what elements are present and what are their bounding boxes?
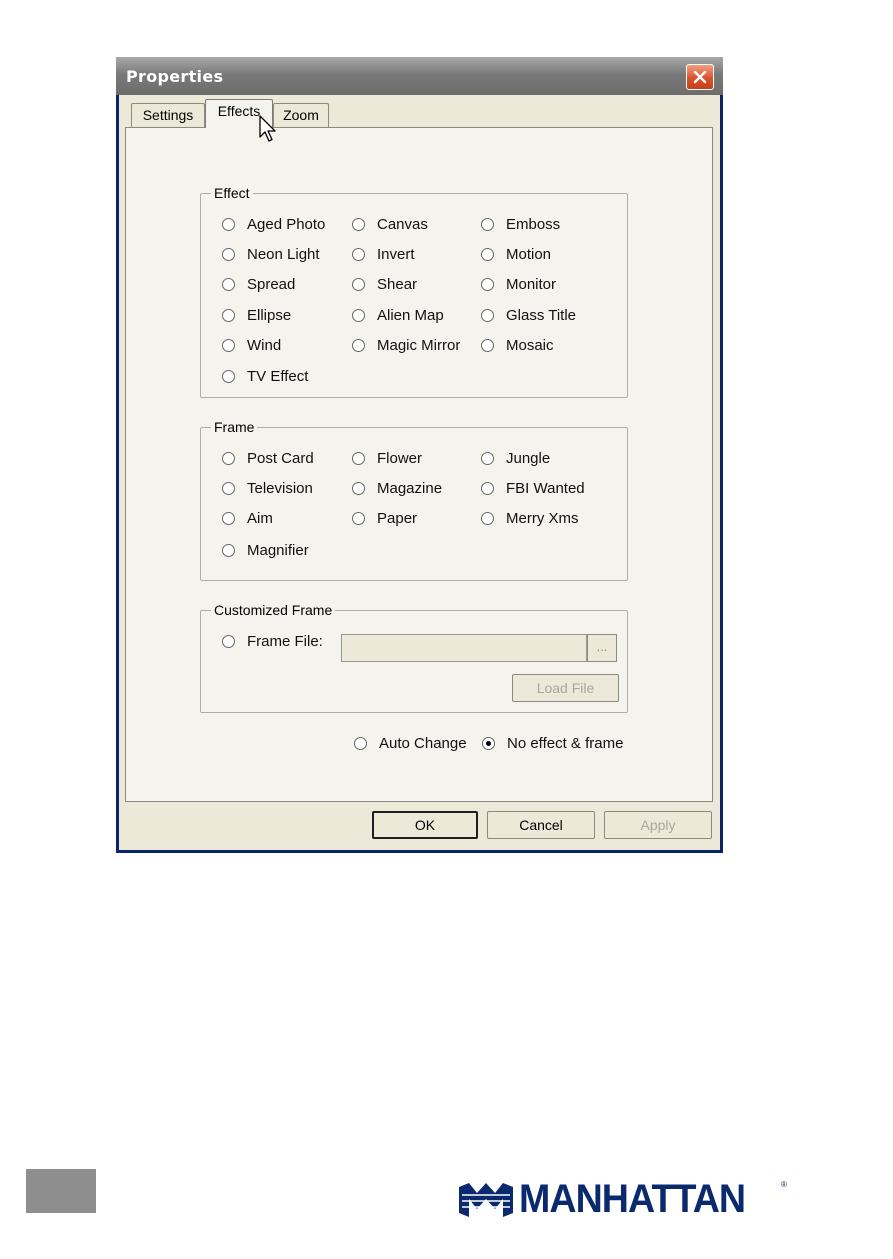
radio-label: No effect & frame (507, 734, 624, 752)
trademark-mark: ® (781, 1180, 787, 1189)
window-title: Properties (126, 67, 224, 86)
radio-glass-title[interactable] (481, 305, 576, 325)
radio-jungle[interactable] (481, 448, 550, 468)
radio-label: Alien Map (377, 306, 444, 324)
radio-button[interactable] (222, 370, 235, 383)
radio-label: Invert (377, 245, 415, 263)
load-file-button[interactable]: Load File (512, 674, 619, 702)
radio-label: Aim (247, 509, 273, 527)
radio-button[interactable] (222, 482, 235, 495)
properties-dialog (116, 57, 723, 853)
radio-aim[interactable] (222, 508, 273, 528)
radio-button[interactable] (222, 278, 235, 291)
radio-button[interactable] (222, 339, 235, 352)
radio-label: Aged Photo (247, 215, 326, 233)
radio-button[interactable] (352, 218, 365, 231)
effect-group-label: Effect (211, 185, 253, 201)
brand-logo (459, 1177, 789, 1221)
dialog-body (119, 95, 720, 850)
radio-merry-xms[interactable] (481, 508, 579, 528)
radio-label: Neon Light (247, 245, 320, 263)
radio-label: Emboss (506, 215, 561, 233)
radio-button[interactable] (481, 218, 494, 231)
ok-button[interactable]: OK (372, 811, 478, 839)
radio-canvas[interactable] (352, 214, 428, 234)
radio-label: TV Effect (247, 367, 309, 385)
radio-button[interactable] (481, 339, 494, 352)
radio-label: Paper (377, 509, 418, 527)
radio-label: Television (247, 479, 313, 497)
radio-shear[interactable] (352, 274, 417, 294)
radio-magazine[interactable] (352, 478, 442, 498)
frame-file-input[interactable] (341, 634, 587, 662)
radio-label: Auto Change (379, 734, 467, 752)
close-button[interactable] (686, 64, 714, 90)
radio-button[interactable] (352, 309, 365, 322)
radio-button[interactable] (482, 737, 495, 750)
radio-motion[interactable] (481, 244, 551, 264)
radio-button[interactable] (222, 248, 235, 261)
radio-mosaic[interactable] (481, 335, 554, 355)
radio-label: Magnifier (247, 541, 309, 559)
radio-television[interactable] (222, 478, 313, 498)
radio-no-effect-frame[interactable] (482, 733, 623, 753)
radio-neon-light[interactable] (222, 244, 320, 264)
radio-label: Mosaic (506, 336, 554, 354)
radio-auto-change[interactable] (354, 733, 467, 753)
radio-tv-effect[interactable] (222, 366, 308, 386)
radio-button[interactable] (481, 248, 494, 261)
radio-button[interactable] (352, 278, 365, 291)
page-corner-marker (26, 1169, 96, 1213)
radio-button[interactable] (481, 309, 494, 322)
radio-button[interactable] (222, 452, 235, 465)
radio-label: Wind (247, 336, 282, 354)
mouse-cursor-icon (259, 115, 279, 143)
radio-button[interactable] (481, 452, 494, 465)
radio-paper[interactable] (352, 508, 417, 528)
radio-button[interactable] (481, 512, 494, 525)
radio-button[interactable] (352, 248, 365, 261)
radio-flower[interactable] (352, 448, 422, 468)
radio-magic-mirror[interactable] (352, 335, 460, 355)
apply-button[interactable]: Apply (604, 811, 712, 839)
radio-invert[interactable] (352, 244, 415, 264)
radio-label: Jungle (506, 449, 551, 467)
radio-fbi-wanted[interactable] (481, 478, 585, 498)
radio-label: Magic Mirror (377, 336, 461, 354)
brand-name: MANHATTAN (519, 1177, 746, 1221)
radio-label: Spread (247, 275, 296, 293)
radio-emboss[interactable] (481, 214, 560, 234)
radio-button[interactable] (481, 482, 494, 495)
customized-frame-group-label: Customized Frame (211, 602, 335, 618)
radio-alien-map[interactable] (352, 305, 444, 325)
radio-label: Shear (377, 275, 418, 293)
radio-label: Merry Xms (506, 509, 579, 527)
radio-button[interactable] (352, 452, 365, 465)
radio-aged-photo[interactable] (222, 214, 325, 234)
close-icon (693, 70, 707, 84)
title-bar[interactable] (116, 57, 723, 95)
radio-button[interactable] (222, 309, 235, 322)
radio-spread[interactable] (222, 274, 295, 294)
cancel-button[interactable]: Cancel (487, 811, 595, 839)
radio-button[interactable] (222, 218, 235, 231)
radio-label: Frame File: (247, 632, 323, 650)
manhattan-logo-icon (459, 1179, 513, 1219)
radio-ellipse[interactable] (222, 305, 291, 325)
tab-zoom[interactable]: Zoom (273, 103, 329, 127)
radio-button[interactable] (352, 512, 365, 525)
radio-button[interactable] (222, 635, 235, 648)
radio-label: Monitor (506, 275, 557, 293)
radio-magnifier[interactable] (222, 540, 309, 560)
frame-group-label: Frame (211, 419, 257, 435)
radio-label: Flower (377, 449, 423, 467)
radio-button[interactable] (222, 544, 235, 557)
radio-button[interactable] (354, 737, 367, 750)
radio-label: Magazine (377, 479, 443, 497)
radio-monitor[interactable] (481, 274, 556, 294)
tab-settings[interactable]: Settings (131, 103, 205, 127)
radio-button[interactable] (481, 278, 494, 291)
radio-label: FBI Wanted (506, 479, 585, 497)
browse-button[interactable]: ... (587, 634, 617, 662)
effects-tab-panel (125, 127, 713, 802)
radio-label: Ellipse (247, 306, 292, 324)
radio-label: Motion (506, 245, 552, 263)
tab-effects[interactable]: Effects (205, 99, 273, 128)
radio-post-card[interactable] (222, 448, 314, 468)
radio-label: Canvas (377, 215, 428, 233)
radio-button[interactable] (352, 339, 365, 352)
radio-label: Post Card (247, 449, 314, 467)
radio-wind[interactable] (222, 335, 281, 355)
radio-button[interactable] (352, 482, 365, 495)
radio-button[interactable] (222, 512, 235, 525)
radio-label: Glass Title (506, 306, 577, 324)
radio-frame-file[interactable] (222, 631, 323, 651)
